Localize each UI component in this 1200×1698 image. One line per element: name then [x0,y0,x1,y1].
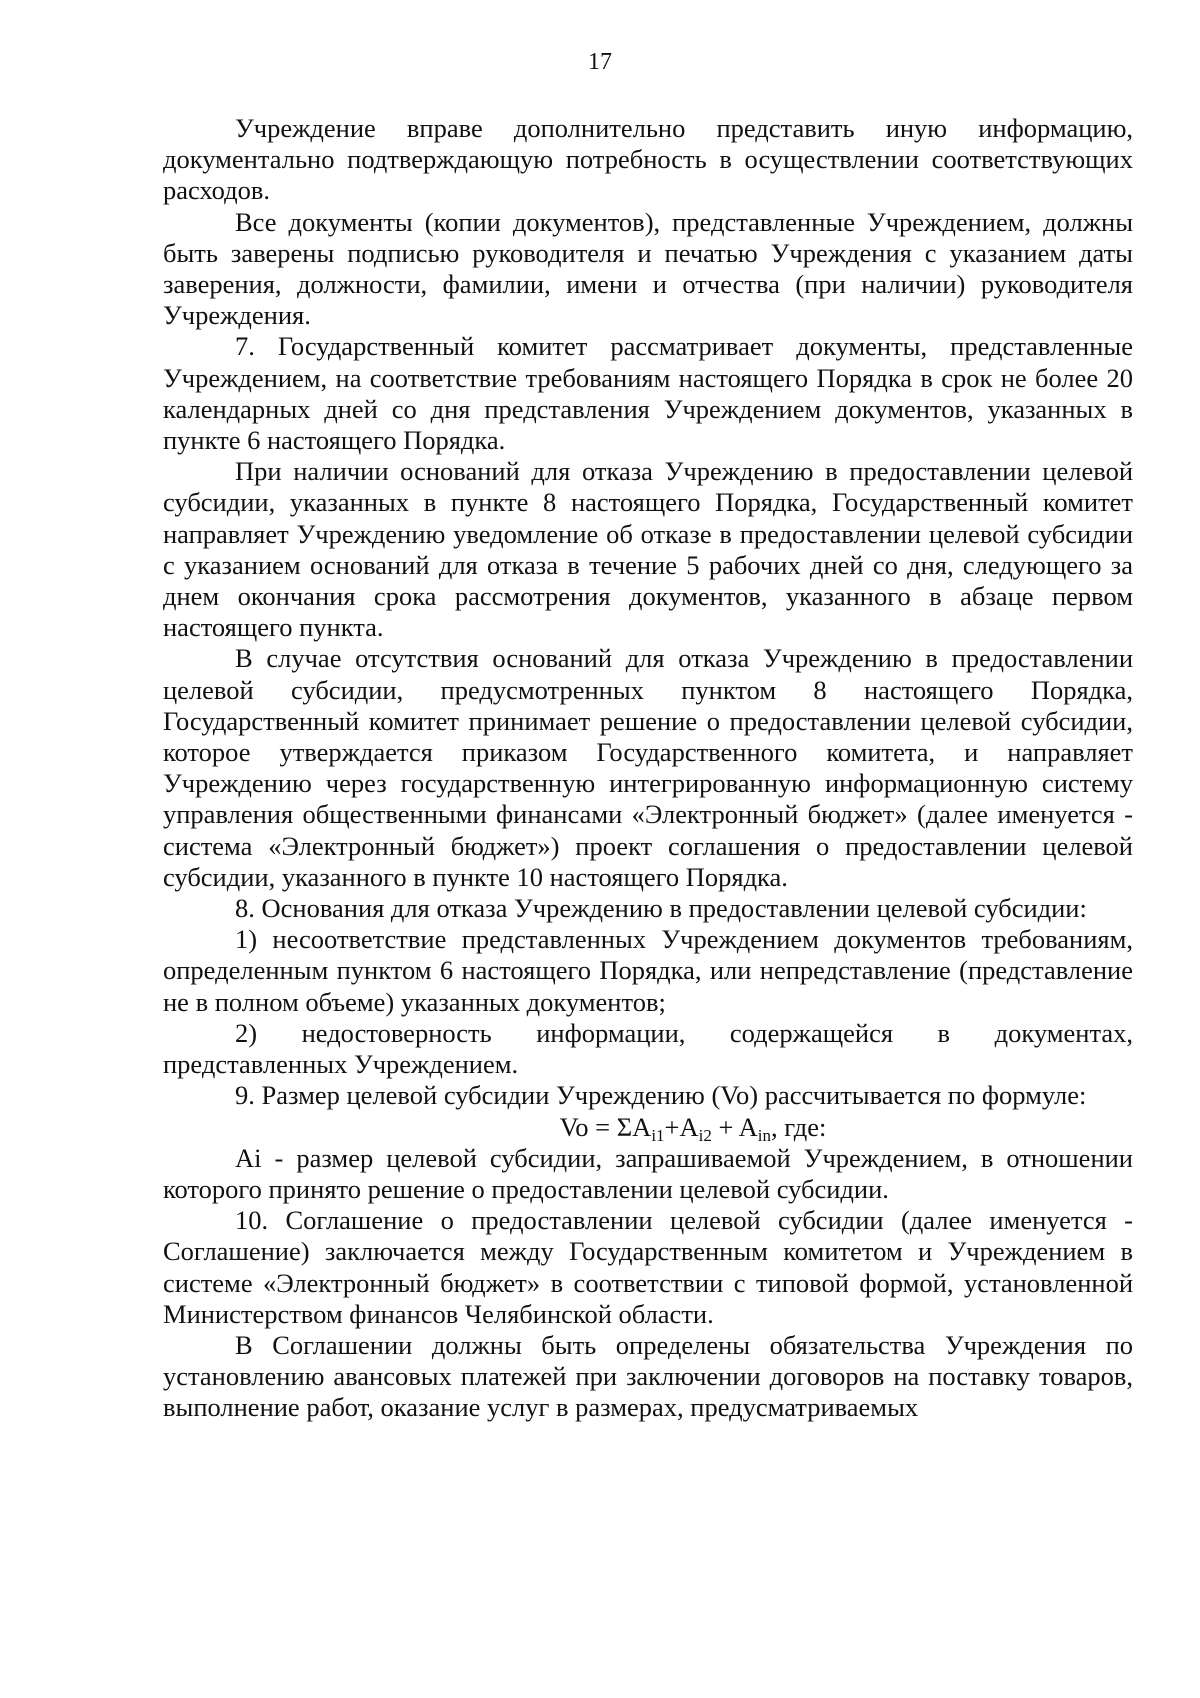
formula-plus-1: +A [664,1111,699,1142]
formula-sub-in: in [757,1125,771,1145]
paragraph-item-8: 8. Основания для отказа Учреждению в предоставлении целевой субсидии: [235,893,1087,924]
paragraph-additional-info: Учреждение вправе дополнительно представить иную информацию, документально подтверждающую потребность в осуществлении соответствующих расходов. [163,113,1133,206]
formula-sub-i2: i2 [698,1125,712,1145]
paragraph-item-10: 10. Соглашение о предоставлении целевой субсидии (далее именуется - Соглашение) заключается между Государственным комитетом и Учреждением в системе «Электронный бюджет» в соответствии с типовой формой, установленной Министерством финансов Челябинской области. [163,1205,1133,1329]
formula-lhs: Vo = ΣA [559,1111,652,1142]
paragraph-item-8-2: 2) недостоверность информации, содержащейся в документах, представленных Учреждением. [163,1017,1133,1080]
paragraph-refusal-notice: При наличии оснований для отказа Учреждению в предоставлении целевой субсидии, указанных в пункте 8 настоящего Порядка, Государственный комитет направляет Учреждению уведомление об отказе в предоставлении целевой субсидии с указанием оснований для отказа в течение 5 рабочих дней со дня, следующего за днем окончания срока рассмотрения документов, указанного в абзаце первом настоящего пункта. [163,456,1133,643]
paragraph-ai-definition: Ai - размер целевой субсидии, запрашиваемой Учреждением, в отношении которого принято решение о предоставлении целевой субсидии. [163,1142,1133,1204]
document-body [163,113,1133,1424]
subsidy-formula [163,1112,1133,1143]
paragraph-advance-payments: В Соглашении должны быть определены обязательства Учреждения по установлению авансовых платежей при заключении договоров на поставку товаров, выполнение работ, оказание услуг в размерах, предусматриваемых [163,1329,1133,1423]
formula-plus-2: + A [711,1111,758,1142]
paragraph-document-certification: Все документы (копии документов), представленные Учреждением, должны быть заверены подписью руководителя и печатью Учреждения с указанием даты заверения, должности, фамилии, имени и отчества (при наличии) руководителя Учреждения. [163,206,1133,331]
formula-sub-i1: i1 [651,1125,665,1145]
paragraph-item-9: 9. Размер целевой субсидии Учреждению (Vo) рассчитывается по формуле: [235,1080,1087,1111]
formula-tail: , где: [770,1111,827,1142]
paragraph-decision: В случае отсутствия оснований для отказа Учреждению в предоставлении целевой субсидии, предусмотренных пунктом 8 настоящего Порядка, Государственный комитет принимает решение о предоставлении целевой субсидии, которое утверждается приказом Государственного комитета, и направляет Учреждению через государственную интегрированную информационную систему управления общественными финансами «Электронный бюджет» (далее именуется - система «Электронный бюджет») проект соглашения о предоставлении целевой субсидии, указанного в пункте 10 настоящего Порядка. [163,643,1133,892]
page-number: 17 [588,49,612,75]
paragraph-item-7: 7. Государственный комитет рассматривает документы, представленные Учреждением, на соответствие требованиям настоящего Порядка в срок не более 20 календарных дней со дня представления Учреждением документов, указанных в пункте 6 настоящего Порядка. [163,331,1133,456]
paragraph-item-8-1: 1) несоответствие представленных Учреждением документов требованиям, определенным пунктом 6 настоящего Порядка, или непредставление (представление не в полном объеме) указанных документов; [163,924,1133,1017]
